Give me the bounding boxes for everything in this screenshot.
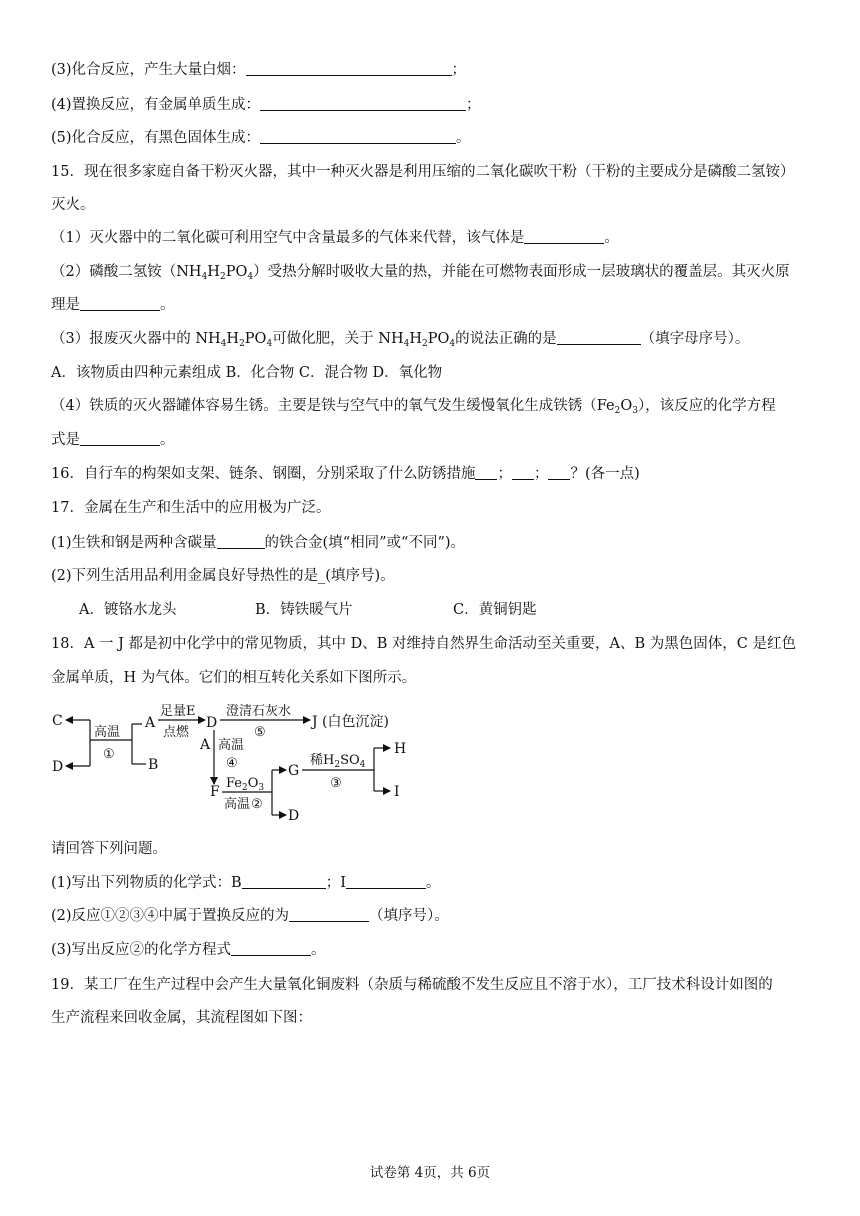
q15-stem-line2: 灭火。: [51, 197, 95, 213]
text: H: [409, 331, 423, 347]
answer-blank[interactable]: [548, 464, 570, 480]
punct: ；: [466, 97, 481, 113]
answer-blank[interactable]: [475, 464, 497, 480]
subscript: 2: [239, 339, 245, 349]
q19-line1: 19．某工厂在生产过程中会产生大量氧化铜废料（杂质与稀硫酸不发生反应且不溶于水），工厂技术科设计如图的: [51, 977, 773, 993]
q19-line2: 生产流程来回收金属，其流程图如下图：: [51, 1010, 312, 1026]
q15-part4-line2: [51, 430, 175, 450]
q17-option-a: A．镀铬水龙头: [79, 602, 177, 618]
answer-blank[interactable]: [512, 464, 534, 480]
text: (1)生铁和钢是两种含碳量: [51, 535, 217, 551]
q15-part4-line1: [51, 396, 776, 416]
text: (2)反应①②③④中属于置换反应的为: [51, 908, 290, 924]
label-G: G: [288, 763, 300, 779]
q18-ask: 请回答下列问题。: [51, 841, 167, 857]
answer-blank[interactable]: [217, 533, 265, 549]
cond-fe2o3: $Fe_2O_3$: [226, 776, 265, 793]
circle-2: ②: [251, 797, 263, 812]
label-D: D: [52, 759, 64, 775]
circle-3: ③: [330, 776, 342, 791]
text: O: [620, 398, 633, 414]
answer-blank[interactable]: [242, 873, 326, 889]
q17-option-c: C．黄铜钥匙: [453, 602, 537, 618]
q15-part1: [51, 228, 619, 248]
punct: ；: [533, 466, 549, 482]
punct: 。: [425, 875, 441, 891]
answer-blank[interactable]: [246, 60, 452, 76]
q14-item4: [51, 95, 481, 115]
punct: ；: [451, 62, 467, 78]
circle-1: ①: [103, 747, 115, 762]
q14-item4-text: (4)置换反应，有金属单质生成：: [51, 97, 261, 113]
text: 可做化肥，关于 NH: [272, 331, 404, 347]
q15-options: A．该物质由四种元素组成 B．化合物 C．混合物 D．氧化物: [51, 365, 443, 381]
q14-item5-text: (5)化合反应，有黑色固体生成：: [51, 130, 261, 146]
subscript: 4: [403, 339, 410, 349]
q18-part1: [51, 873, 440, 893]
punct: ；: [497, 466, 512, 482]
subscript: 3: [632, 406, 638, 416]
cond-dilute-h2so4: 稀$H_2SO_4$: [310, 753, 366, 770]
subscript: 2: [614, 406, 621, 416]
answer-blank[interactable]: [80, 295, 160, 311]
label-C: C: [52, 713, 63, 729]
punct: 。: [160, 432, 175, 448]
cond-high-temp-4: 高温: [218, 738, 245, 753]
answer-blank[interactable]: [231, 940, 311, 956]
text: （3）报废灭火器中的 NH: [51, 331, 221, 347]
label-D3: D: [288, 808, 300, 824]
label-A2: A: [200, 737, 211, 753]
label-A: A: [145, 715, 156, 731]
q17-part2: (2)下列生活用品利用金属良好导热性的是_(填序号)。: [51, 568, 395, 584]
q15-part2-line1: [51, 262, 790, 282]
cond-high-temp-2: 高温: [224, 797, 251, 812]
punct: 。: [456, 130, 471, 146]
subscript: 4: [266, 339, 273, 349]
text: ）受热分解时吸收大量的热，并能在可燃物表面形成一层玻璃状的覆盖层。其灭火原: [253, 264, 790, 280]
label-B: B: [148, 757, 159, 773]
text: （2）磷酸二氢铵（NH: [51, 264, 202, 280]
page-footer: 试卷第 4页，共 6页: [369, 1165, 491, 1181]
text: PO: [225, 264, 248, 280]
answer-blank[interactable]: [557, 329, 641, 345]
cond-excess-E: 足量E: [160, 704, 196, 719]
text: H: [207, 264, 220, 280]
subscript: 4: [247, 272, 254, 282]
label-I: I: [394, 784, 400, 800]
text: (3)写出反应②的化学方程式: [51, 942, 232, 958]
text: 的说法正确的是: [455, 331, 557, 347]
q18-stem-line2: 金属单质，H 为气体。它们的相互转化关系如下图所示。: [51, 670, 417, 686]
text: 的铁合金(填“相同”或“不同”)。: [264, 535, 466, 551]
q15-part2-line2: [51, 295, 175, 315]
subscript: 2: [422, 339, 428, 349]
label-F: F: [210, 784, 220, 800]
text: （4）铁质的灭火器罐体容易生锈。主要是铁与空气中的氧气发生缓慢氧化生成铁锈（Fe: [51, 398, 615, 414]
q15-part3: [51, 329, 749, 349]
punct: 。: [160, 297, 175, 313]
subscript: 4: [201, 272, 208, 282]
q17-stem: 17．金属在生产和生活中的应用极为广泛。: [51, 500, 331, 516]
q18-stem-line1: 18．A 一 J 都是初中化学中的常见物质，其中 D、B 对维持自然界生命活动至关重要，A、B 为黑色固体，C 是红色: [51, 636, 796, 652]
text: (1)写出下列物质的化学式：B: [51, 875, 242, 891]
q17-option-b: B．铸铁暖气片: [255, 602, 353, 618]
cond-high-temp-1: 高温: [94, 725, 121, 740]
q16: [51, 464, 640, 484]
answer-blank[interactable]: [260, 95, 466, 111]
q15-stem-line1: 15．现在很多家庭自备干粉灭火器，其中一种灭火器是利用压缩的二氧化碳吹干粉（干粉的主要成分是磷酸二氢铵）: [51, 164, 795, 180]
answer-blank[interactable]: [346, 873, 426, 889]
q18-part3: [51, 940, 326, 960]
q15-part1-text: （1）灭火器中的二氧化碳可利用空气中含量最多的气体来代替，该气体是: [51, 230, 525, 246]
q17-part1: [51, 533, 465, 553]
q14-item3: [51, 60, 466, 80]
q18-part2: [51, 906, 449, 926]
answer-blank[interactable]: [80, 430, 160, 446]
q14-item5: [51, 128, 471, 148]
label-J: J: [312, 714, 318, 730]
cond-ignite: 点燃: [163, 725, 190, 740]
punct: 。: [311, 942, 326, 958]
label-white-precipitate: (白色沉淀): [322, 714, 389, 730]
text: ），该反应的化学方程: [637, 398, 776, 414]
text: H: [226, 331, 240, 347]
answer-blank[interactable]: [289, 906, 369, 922]
subscript: 4: [220, 339, 227, 349]
label-H: H: [394, 741, 407, 757]
answer-blank[interactable]: [524, 228, 604, 244]
q14-item3-text: (3)化合反应，产生大量白烟：: [51, 62, 246, 78]
reaction-diagram: [48, 700, 428, 828]
text: PO: [427, 331, 450, 347]
text: ；I: [325, 875, 346, 891]
text: PO: [244, 331, 267, 347]
text: （填序号）。: [369, 908, 449, 924]
text: ？(各一点): [570, 466, 640, 482]
text: 理是: [51, 297, 80, 313]
subscript: 4: [449, 339, 456, 349]
circle-5: ⑤: [254, 725, 266, 740]
punct: 。: [604, 230, 619, 246]
text: 16．自行车的构架如支架、链条、钢圈，分别采取了什么防锈措施: [51, 466, 476, 482]
text: 式是: [51, 432, 80, 448]
label-D2: D: [206, 715, 218, 731]
text: （填字母序号）。: [640, 331, 750, 347]
cond-limewater: 澄清石灰水: [226, 704, 292, 719]
answer-blank[interactable]: [260, 128, 456, 144]
subscript: 2: [219, 272, 226, 282]
circle-4: ④: [226, 756, 238, 771]
